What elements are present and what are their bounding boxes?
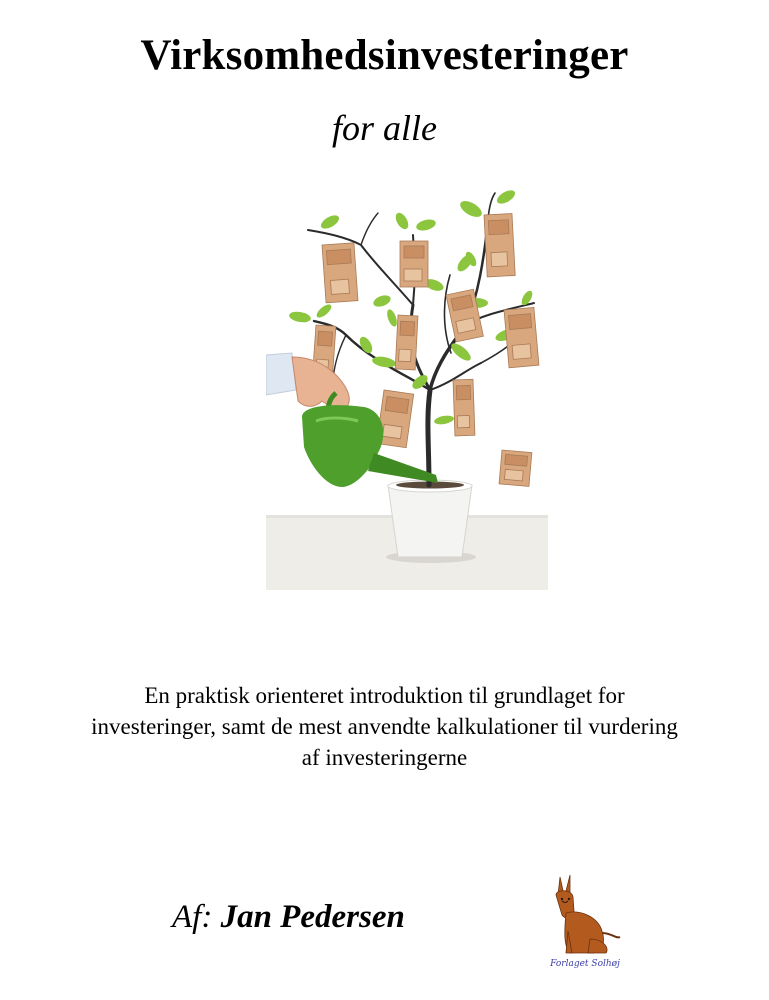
author-name: Jan Pedersen <box>220 899 405 935</box>
description-line: En praktisk orienteret introduktion til grundlaget for <box>144 683 625 708</box>
description-line: af investeringerne <box>301 745 468 770</box>
svg-text:Forlaget Solhøj: Forlaget Solhøj <box>550 959 620 969</box>
money-tree-illustration <box>266 185 548 590</box>
author-line <box>172 896 405 938</box>
donkey-logo-icon <box>540 873 630 973</box>
book-description <box>40 680 729 773</box>
author-prefix: Af: <box>172 899 213 935</box>
book-title: Virksomhedsinvesteringer <box>140 32 629 79</box>
description-line: investeringer, samt de mest anvendte kalkulationer til vurdering <box>91 714 678 739</box>
book-subtitle: for alle <box>332 108 437 148</box>
